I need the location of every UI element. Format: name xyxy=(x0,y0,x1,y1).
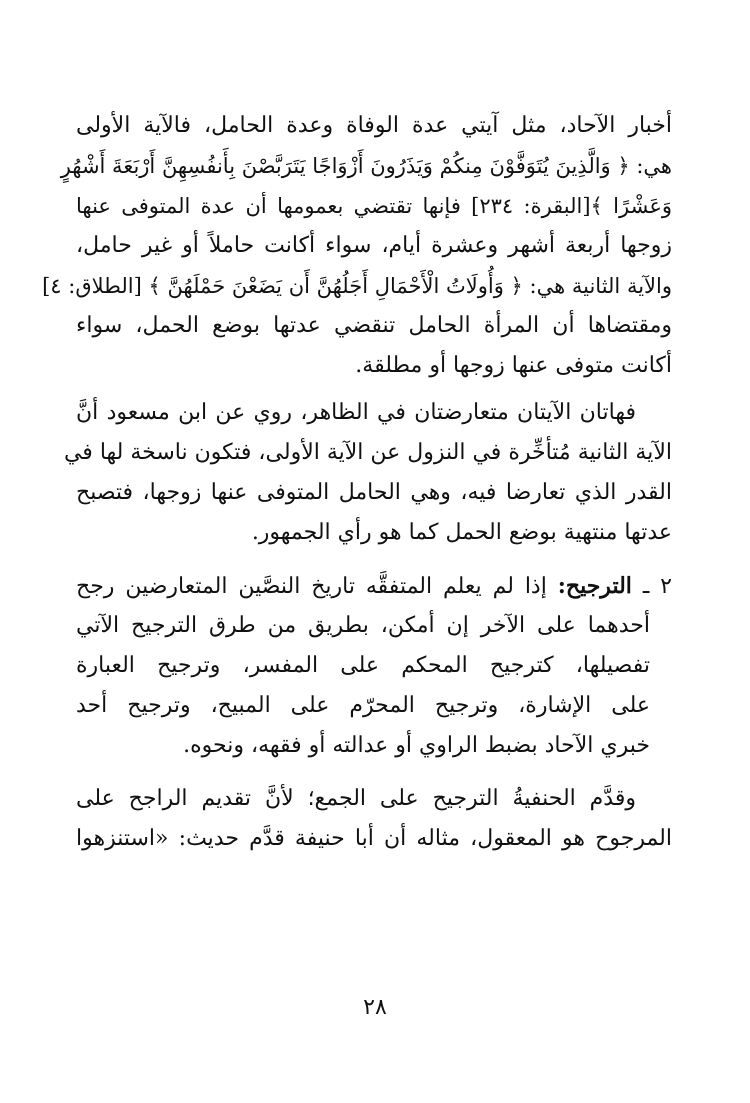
text-line-last: خبري الآحاد بضبط الراوي أو عدالته أو فقهه، ونحوه. xyxy=(183,733,650,758)
item-term: الترجيح: xyxy=(557,573,632,599)
item-number: ٢ ـ xyxy=(642,574,672,599)
text-line: المرجوح هو المعقول، مثاله أن أبا حنيفة قدَّم حديث: «استنزهوا xyxy=(76,826,672,851)
numbered-item-first-line xyxy=(76,566,672,606)
text-line: زوجها أربعة أشهر وعشرة أيام، سواء أكانت حاملاً أو غير حامل، xyxy=(76,233,672,258)
text-line: فهاتان الآيتان متعارضتان في الظاهر، روي عن ابن مسعود أنَّ xyxy=(76,400,636,425)
item-text: إذا لم يعلم المتفقَّه تاريخ النصَّين المتعارضين رجح xyxy=(76,574,547,599)
text-line: تفصيلها، كترجيح المحكم على المفسر، وترجيح العبارة xyxy=(76,653,650,678)
text-line: وقدَّم الحنفيةُ الترجيح على الجمع؛ لأنَّ تقديم الراجح على xyxy=(76,786,636,811)
text-line-last: عدتها منتهية بوضع الحمل كما هو رأي الجمهور. xyxy=(251,520,672,545)
text-line: ومقتضاها أن المرأة الحامل تنقضي عدتها بوضع الحمل، سواء xyxy=(76,313,672,338)
text-line: أخبار الآحاد، مثل آيتي عدة الوفاة وعدة الحامل، فالآية الأولى xyxy=(76,113,672,138)
text-line: الآية الثانية مُتأخِّرة في النزول عن الآية الأولى، فتكون ناسخة لها في xyxy=(63,440,672,465)
text-line-verse: وَعَشْرًا ﴾[البقرة: ٢٣٤] فإنها تقتضي بعمومها أن عدة المتوفى عنها xyxy=(76,194,672,218)
page-number: ٢٨ xyxy=(363,995,387,1020)
text-line: أحدهما على الآخر إن أمكن، بطريق من طرق الترجيح الآتي xyxy=(76,613,650,638)
text-line-verse: والآية الثانية هي: ﴿ وَأُولَاتُ الْأَحْمَالِ أَجَلُهُنَّ أَن يَضَعْنَ حَمْلَهُنَّ ﴾ [الطلاق: ٤] xyxy=(42,274,672,298)
text-line-verse: هي: ﴿ وَالَّذِينَ يُتَوَفَّوْنَ مِنكُمْ وَيَذَرُونَ أَزْوَاجًا يَتَرَبَّصْنَ بِأَنفُسِهِنَّ أَرْبَعَةَ أَشْهُرٍ xyxy=(60,154,672,178)
text-line-last: أكانت متوفى عنها زوجها أو مطلقة. xyxy=(355,353,672,378)
text-line: القدر الذي تعارضا فيه، وهي الحامل المتوفى عنها زوجها، فتصبح xyxy=(76,480,672,505)
text-line: على الإشارة، وترجيح المحرّم على المبيح، وترجيح أحد xyxy=(76,693,650,718)
